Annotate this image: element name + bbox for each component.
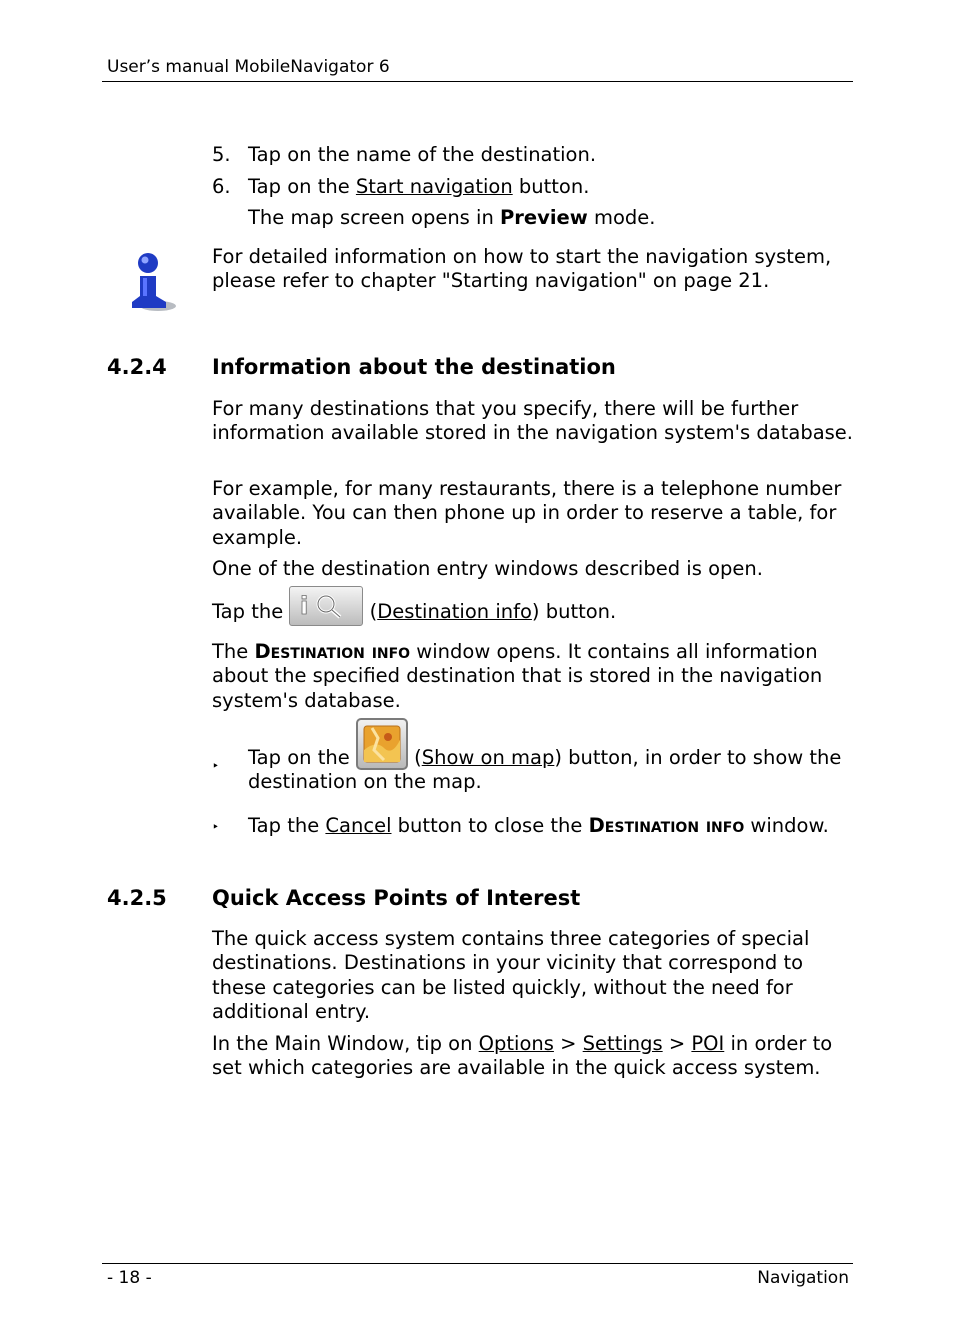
settings-link[interactable]: Settings bbox=[582, 1032, 663, 1055]
bullet-item: Tap the Cancel button to close the Destination info window. bbox=[248, 814, 829, 837]
window-name: Destination info bbox=[254, 640, 411, 663]
paragraph: For many destinations that you specify, there will be further information available stored in the navigation system's database. bbox=[212, 397, 853, 445]
info-note-text: For detailed information on how to start the navigation system, please refer to chapter "Starting navigation" on page 21. bbox=[212, 245, 832, 293]
destination-info-link[interactable]: Destination info bbox=[377, 600, 532, 623]
step-number: 5. bbox=[212, 143, 231, 166]
footer-rule bbox=[102, 1263, 853, 1264]
section-title: Quick Access Points of Interest bbox=[212, 886, 581, 910]
options-link[interactable]: Options bbox=[478, 1032, 554, 1055]
step-text: Tap on the Start navigation button. bbox=[248, 175, 590, 198]
bullet-item: Tap on the (Show on map) button, in order to show the destination on the map. bbox=[248, 718, 858, 795]
paragraph: The quick access system contains three categories of special destinations. Destinations in your vicinity that correspond to these categories can be listed quickly, without the need for additional entry. bbox=[212, 927, 810, 1023]
info-person-icon bbox=[118, 250, 180, 314]
show-on-map-link[interactable]: Show on map bbox=[421, 746, 555, 769]
show-on-map-button-icon bbox=[356, 718, 408, 770]
cancel-link[interactable]: Cancel bbox=[325, 814, 392, 837]
running-header: User’s manual MobileNavigator 6 bbox=[107, 57, 390, 77]
paragraph: For example, for many restaurants, there is a telephone number available. You can then phone up in order to reserve a table, for example. bbox=[212, 477, 842, 549]
paragraph: One of the destination entry windows described is open. bbox=[212, 557, 763, 580]
preview-mode-label: Preview bbox=[500, 206, 588, 229]
footer-section: Navigation bbox=[757, 1268, 849, 1288]
window-name: Destination info bbox=[588, 814, 745, 837]
svg-text:i: i bbox=[300, 592, 309, 620]
page-number: - 18 - bbox=[107, 1268, 152, 1288]
start-navigation-link[interactable]: Start navigation bbox=[355, 175, 513, 198]
step-number: 6. bbox=[212, 175, 231, 198]
poi-link[interactable]: POI bbox=[691, 1032, 725, 1055]
paragraph: The Destination info window opens. It contains all information about the specified destination that is stored in the navigation system's database. bbox=[212, 640, 823, 712]
paragraph: In the Main Window, tip on Options > Settings > POI in order to set which categories are available in the quick access system. bbox=[212, 1032, 833, 1080]
tap-destination-info-line: Tap the i (Destination info) button. bbox=[212, 586, 857, 626]
bullet-marker: ‣ bbox=[212, 759, 220, 773]
section-title: Information about the destination bbox=[212, 355, 616, 379]
section-number: 4.2.4 bbox=[107, 355, 167, 379]
header-rule bbox=[102, 81, 853, 82]
section-number: 4.2.5 bbox=[107, 886, 167, 910]
step-text: Tap on the name of the destination. bbox=[248, 143, 597, 166]
destination-info-button-icon bbox=[289, 586, 363, 626]
bullet-marker: ‣ bbox=[212, 820, 220, 834]
step-note: The map screen opens in Preview mode. bbox=[248, 206, 656, 229]
